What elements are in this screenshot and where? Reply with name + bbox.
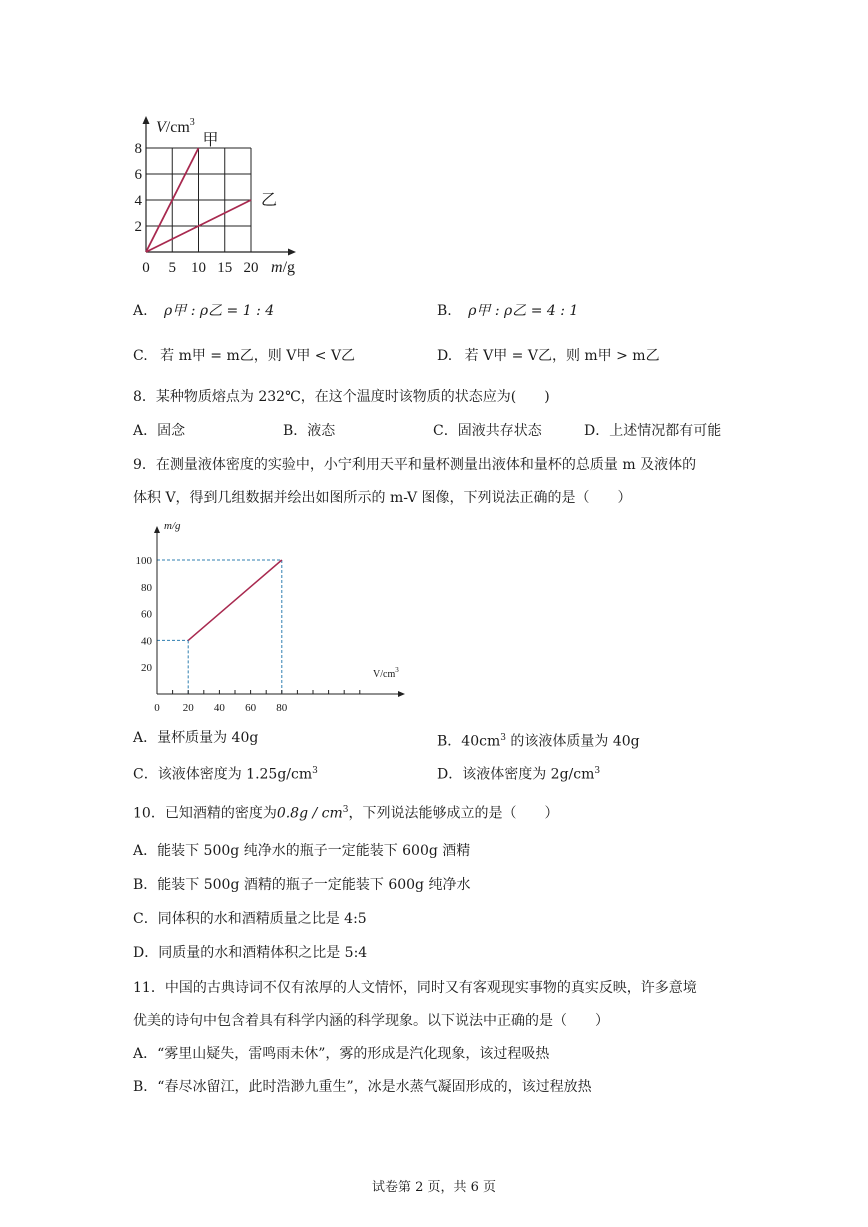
chart-tick-labels: [136, 555, 288, 714]
q8-option-b[interactable]: B．液态: [283, 423, 336, 439]
q9-option-b-suffix: 的该液体质量为 40g: [505, 733, 640, 750]
series-label-1: 甲: [202, 132, 219, 149]
y-tick-label: 40: [141, 635, 152, 648]
y-axis-label: m/g: [164, 520, 181, 532]
option-c[interactable]: [133, 346, 355, 366]
page-footer: 试卷第 2 页，共 6 页: [371, 1180, 497, 1195]
q9-option-b[interactable]: [437, 728, 640, 752]
y-tick-label: 6: [134, 167, 142, 183]
option-c-label: C.: [133, 348, 148, 364]
series-line-1: [188, 560, 282, 640]
q10-option-a[interactable]: A．能装下 500g 纯净水的瓶子一定能装下 600g 酒精: [133, 843, 471, 859]
chart-axes: [154, 526, 405, 697]
y-tick-label: 2: [134, 219, 142, 235]
chart-series: [188, 560, 282, 640]
x-tick-label: 0: [142, 260, 150, 276]
q10-option-d[interactable]: D．同质量的水和酒精体积之比是 5:4: [133, 945, 368, 961]
q11-stem-line1: 11．中国的古典诗词不仅有浓厚的人文情怀，同时又有客观现实事物的真实反映，许多意境: [133, 980, 697, 996]
x-axis-arrow: [398, 691, 405, 697]
q10-stem-value: 0.8g / cm: [276, 805, 343, 822]
option-a[interactable]: [133, 301, 274, 321]
q8-option-c[interactable]: C．固液共存状态: [433, 423, 542, 439]
q9-option-c[interactable]: [133, 761, 318, 785]
option-a-label: A.: [133, 303, 148, 319]
q10-stem-prefix: 10．已知酒精的密度为: [133, 805, 277, 822]
q9-stem-line1: 9．在测量液体密度的实验中，小宁利用天平和量杯测量出液体和量杯的总质量 m 及液体的: [133, 457, 697, 473]
q10-stem: [133, 800, 559, 824]
option-b[interactable]: [437, 301, 578, 321]
chart-axes: [143, 116, 297, 256]
chart-tick-labels: [135, 141, 259, 276]
option-d-label: D.: [437, 348, 453, 364]
chart-series: [146, 131, 277, 252]
option-c-text: 若 m甲 = m乙，则 V甲 < V乙: [160, 348, 356, 364]
q9-option-b-text: B．40cm: [437, 733, 501, 750]
x-tick-label: 40: [213, 702, 225, 714]
option-d-text: 若 V甲 = V乙，则 m甲 > m乙: [464, 348, 660, 364]
q10-stem-suffix: ，下列说法能够成立的是（ ）: [348, 805, 559, 822]
x-tick-label: 5: [168, 260, 176, 276]
q11-stem-line2: 优美的诗句中包含着具有科学内涵的科学现象。以下说法中正确的是（ ）: [133, 1013, 609, 1029]
q8-stem: 8．某种物质熔点为 232℃，在这个温度时该物质的状态应为( ): [133, 389, 550, 405]
q9-option-c-text: C．该液体密度为 1.25g/cm: [133, 766, 313, 783]
x-tick-label: 10: [191, 260, 206, 276]
option-b-text: ρ甲 : ρ乙 = 4 : 1: [468, 303, 579, 319]
y-axis-arrow: [154, 526, 160, 533]
chart-grid: [146, 148, 251, 252]
option-d[interactable]: [437, 346, 660, 366]
y-axis-arrow: [143, 116, 150, 124]
y-tick-label: 4: [134, 193, 142, 209]
y-tick-label: 80: [141, 581, 152, 594]
superscript: 3: [342, 805, 349, 815]
q10-option-b[interactable]: B．能装下 500g 酒精的瓶子一定能装下 600g 纯净水: [133, 877, 471, 893]
x-tick-label: 60: [245, 702, 257, 714]
y-tick-label: 8: [134, 141, 142, 157]
q11-option-b[interactable]: B．“春尽冰留江，此时浩渺九重生”，冰是水蒸气凝固形成的，该过程放热: [133, 1079, 592, 1095]
chart-guides: [157, 560, 282, 694]
y-tick-label: 100: [135, 555, 152, 567]
q9-stem-line2: 体积 V，得到几组数据并绘出如图所示的 m-V 图像，下列说法正确的是（ ）: [133, 490, 632, 506]
q9-option-d-text: D．该液体密度为 2g/cm: [437, 766, 595, 783]
y-tick-label: 60: [141, 608, 152, 621]
x-tick-label: 20: [182, 702, 194, 714]
chart-v-m: [128, 112, 328, 282]
series-label-2: 乙: [261, 192, 278, 209]
q10-option-c[interactable]: C．同体积的水和酒精质量之比是 4:5: [133, 911, 367, 927]
x-tick-label: 20: [243, 260, 259, 276]
y-tick-label: 20: [141, 662, 152, 675]
x-tick-label: 0: [154, 702, 160, 714]
superscript: 3: [500, 733, 506, 743]
q11-option-a[interactable]: A．“雾里山疑失，雷鸣雨未休”，雾的形成是汽化现象，该过程吸热: [133, 1046, 550, 1062]
x-tick-label: 80: [276, 702, 288, 714]
q8-option-a[interactable]: A．固念: [133, 423, 186, 439]
option-a-text: ρ甲 : ρ乙 = 1 : 4: [164, 303, 275, 319]
q8-option-d[interactable]: D．上述情况都有可能: [584, 423, 722, 439]
chart-m-v: [128, 515, 418, 715]
x-axis-label: $V/cm^3$: [373, 666, 399, 680]
option-b-label: B.: [437, 303, 452, 319]
superscript: 3: [594, 766, 601, 776]
superscript: 3: [312, 766, 318, 776]
x-axis-label: m/g: [271, 259, 296, 276]
q9-option-a[interactable]: A．量杯质量为 40g: [133, 730, 259, 746]
x-axis-arrow: [288, 249, 296, 256]
q9-option-d[interactable]: [437, 761, 600, 785]
x-tick-label: 15: [217, 260, 233, 276]
y-axis-label: $V/cm^3$: [156, 117, 195, 136]
